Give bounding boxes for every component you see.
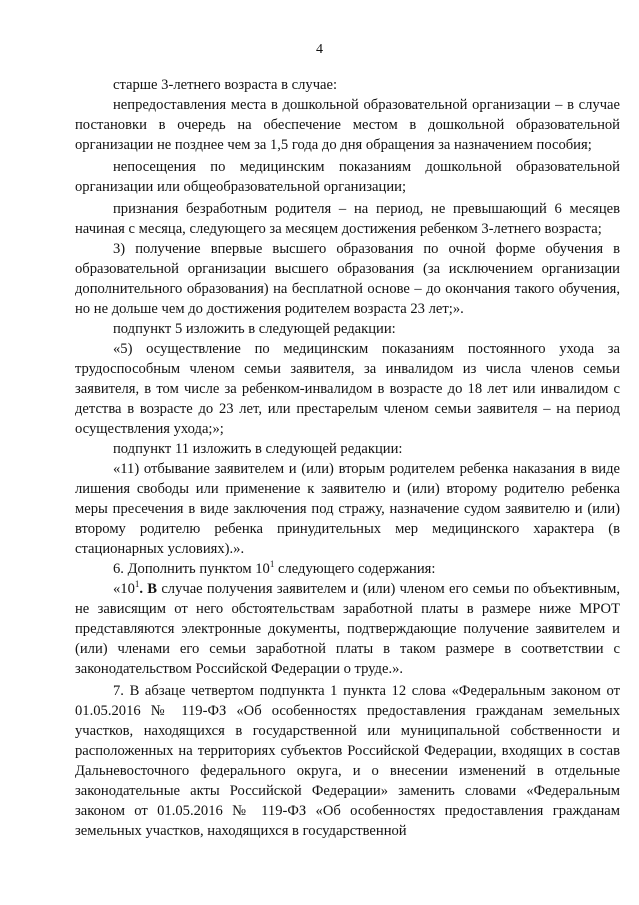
paragraph-no-place: непредоставления места в дошкольной образовательной организации – в случае постановки в очередь на обеспечение местом в дошкольной образовательной организации не позднее чем за 1,5 года до дня обращения за назначением пособия; <box>75 97 620 153</box>
page-number: 4 <box>316 42 323 57</box>
paragraph-item6 <box>75 559 620 579</box>
paragraph-higher-education: 3) получение впервые высшего образования по очной форме обучения в образовательной организации высшего образования (за исключением организации дополнительного образования) на бесплатной основе – до окончания такого обучения, но не дольше чем до достижения родителем возраста 23 лет;». <box>75 241 620 317</box>
item10-1-rest: случае получения заявителем и (или) членом его семьи по объективным, не зависящим от него обстоятельствам заработной платы в размере ниже МРОТ представляются электронные документы, подтверждающие получение заявителем и (или) членами его семьи заработной платы в таком размере в соответствии с законодательством Российской Федерации о труде.». <box>75 581 620 677</box>
paragraph-item7: 7. В абзаце четвертом подпункта 1 пункта 12 слова «Федеральным законом от 01.05.2016 № 119-ФЗ «Об особенностях предоставления гражданам земельных участков, находящихся в государственной или муниципальной собственности и расположенных на территориях субъектов Российской Федерации, входящих в состав Дальневосточного федерального округа, и о внесении изменений в отдельные законодательные акты Российской Федерации» заменить словами «Федеральным законом от 01.05.2016 № 119-ФЗ «Об особенностях предоставления гражданам земельных участков, находящихся в государственной <box>75 683 620 839</box>
paragraph-no-attendance: непосещения по медицинским показаниям дошкольной образовательной организации или общеобразовательной организации; <box>75 159 620 195</box>
paragraph-subitem11-text: «11) отбывание заявителем и (или) вторым родителем ребенка наказания в виде лишения свободы или применение к заявителю и (или) второму родителю ребенка меры пресечения в виде заключения под стражу, назначение судом заявителю и (или) второму родителю ребенка принудительных мер медицинского характера (в стационарных условиях).». <box>75 461 620 557</box>
item10-1-superscript: 1 <box>134 579 140 590</box>
item6-text-before: 6. Дополнить пунктом 10 <box>113 561 270 577</box>
document-body <box>75 75 620 841</box>
paragraph-item10-1 <box>75 579 620 679</box>
paragraph-unemployed: признания безработным родителя – на период, не превышающий 6 месяцев начиная с месяца, следующего за месяцем достижения ребенком 3-летнего возраста; <box>75 201 620 237</box>
item10-1-open: «10 <box>113 581 135 597</box>
item6-superscript: 1 <box>269 559 275 570</box>
paragraph-age-condition: старше 3-летнего возраста в случае: <box>113 77 338 93</box>
paragraph-subitem5-text: «5) осуществление по медицинским показаниям постоянного ухода за трудоспособным членом семьи заявителя, за инвалидом из числа членов семьи заявителя, в том числе за ребенком-инвалидом в возрасте до 18 лет или инвалидом с детства в возрасте до 23 лет, или престарелым членом семьи заявителя – на период осуществления ухода;»; <box>75 341 620 437</box>
item6-text-after: следующего содержания: <box>274 561 436 577</box>
paragraph-subitem11-heading: подпункт 11 изложить в следующей редакции: <box>113 441 403 457</box>
item10-1-bold: . В <box>139 581 158 597</box>
paragraph-subitem5-heading: подпункт 5 изложить в следующей редакции: <box>113 321 396 337</box>
